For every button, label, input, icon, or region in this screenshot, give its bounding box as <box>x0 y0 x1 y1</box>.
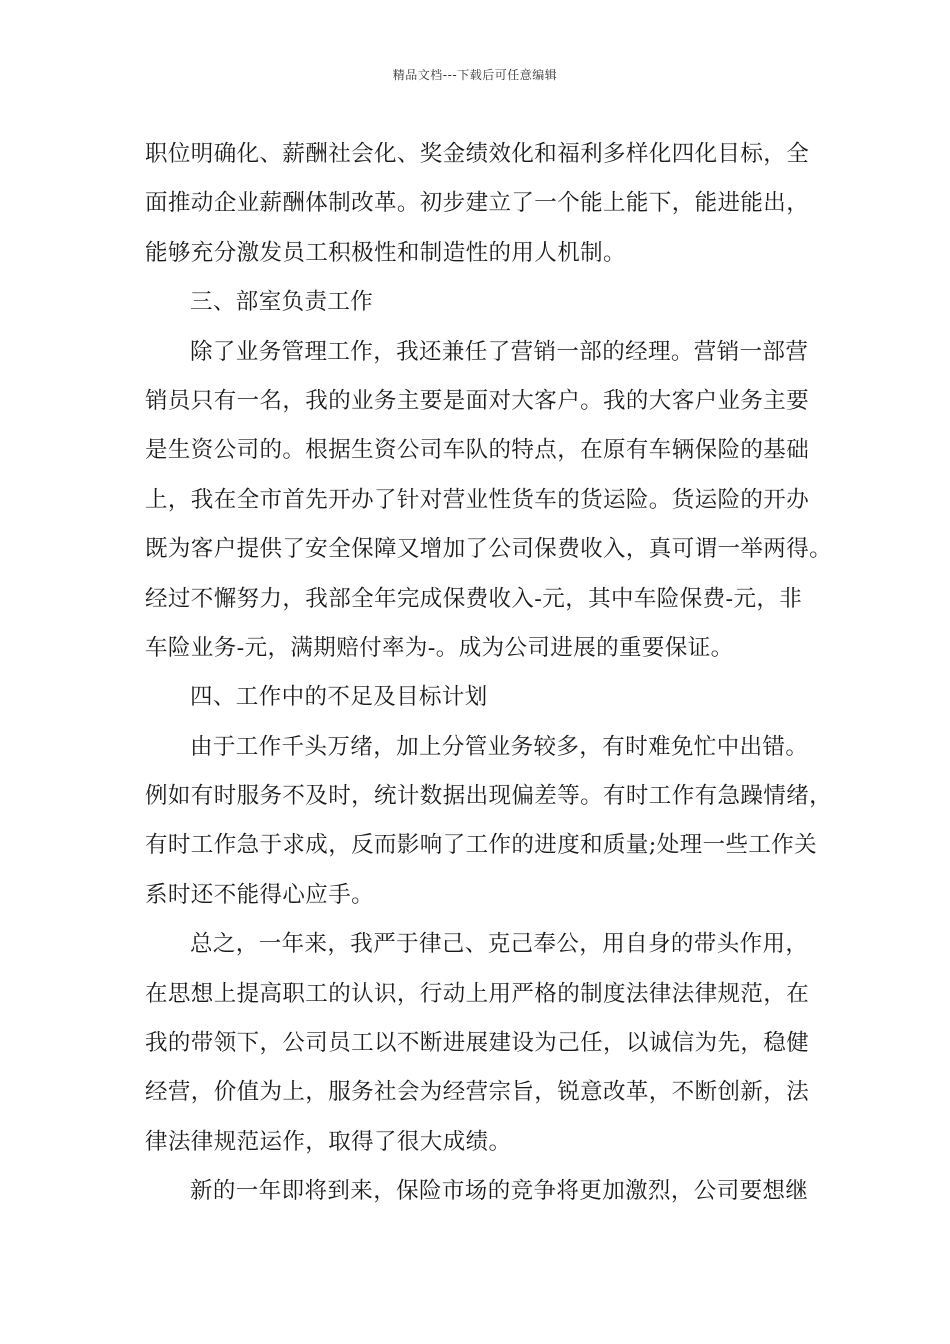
paragraph-line: 是生资公司的。根据生资公司车队的特点，在原有车辆保险的基础 <box>145 437 810 464</box>
paragraph-line: 职位明确化、薪酬社会化、奖金绩效化和福利多样化四化目标，全 <box>145 141 810 167</box>
section-heading: 四、工作中的不足及目标计划 <box>190 684 488 711</box>
paragraph-line: 能够充分激发员工积极性和制造性的用人机制。 <box>145 239 626 266</box>
paragraph-line: 经营，价值为上，服务社会为经营宗旨，锐意改革，不断创新，法 <box>145 1079 810 1106</box>
paragraph-line: 有时工作急于求成，反而影响了工作的进度和质量;处理一些工作关 <box>145 832 818 859</box>
paragraph-line: 系时还不能得心应手。 <box>145 881 375 908</box>
paragraph-line: 销员只有一名，我的业务主要是面对大客户。我的大客户业务主要 <box>145 387 810 414</box>
paragraph-line: 上，我在全市首先开办了针对营业性货车的货运险。货运险的开办 <box>145 486 810 513</box>
paragraph-line: 新的一年即将到来，保险市场的竞争将更加激烈，公司要想继 <box>190 1178 809 1205</box>
paragraph-line: 经过不懈努力，我部全年完成保费收入-元，其中车险保费-元，非 <box>145 585 803 612</box>
section-heading: 三、部室负责工作 <box>190 289 374 316</box>
paragraph-line: 既为客户提供了安全保障又增加了公司保费收入，真可谓一举两得。 <box>145 536 833 563</box>
paragraph-line: 律法律规范运作，取得了很大成绩。 <box>145 1128 512 1155</box>
document-body <box>145 130 833 1217</box>
paragraph-line: 总之，一年来，我严于律己、克己奉公，用自身的带头作用， <box>190 931 809 958</box>
paragraph-line: 车险业务-元，满期赔付率为-。成为公司进展的重要保证。 <box>145 634 734 661</box>
paragraph-line: 例如有时服务不及时，统计数据出现偏差等。有时工作有急躁情绪， <box>145 783 833 810</box>
page-header: 精品文档---下载后可任意编辑 <box>392 68 558 82</box>
paragraph-line: 除了业务管理工作，我还兼任了营销一部的经理。营销一部营 <box>190 338 809 365</box>
paragraph-line: 面推动企业薪酬体制改革。初步建立了一个能上能下，能进能出， <box>145 190 810 217</box>
paragraph-line: 我的带领下，公司员工以不断进展建设为己任，以诚信为先，稳健 <box>145 1030 810 1057</box>
paragraph-line: 在思想上提高职工的认识，行动上用严格的制度法律法律规范，在 <box>145 980 810 1007</box>
paragraph-line: 由于工作千头万绪，加上分管业务较多，有时难免忙中出错。 <box>190 733 809 760</box>
